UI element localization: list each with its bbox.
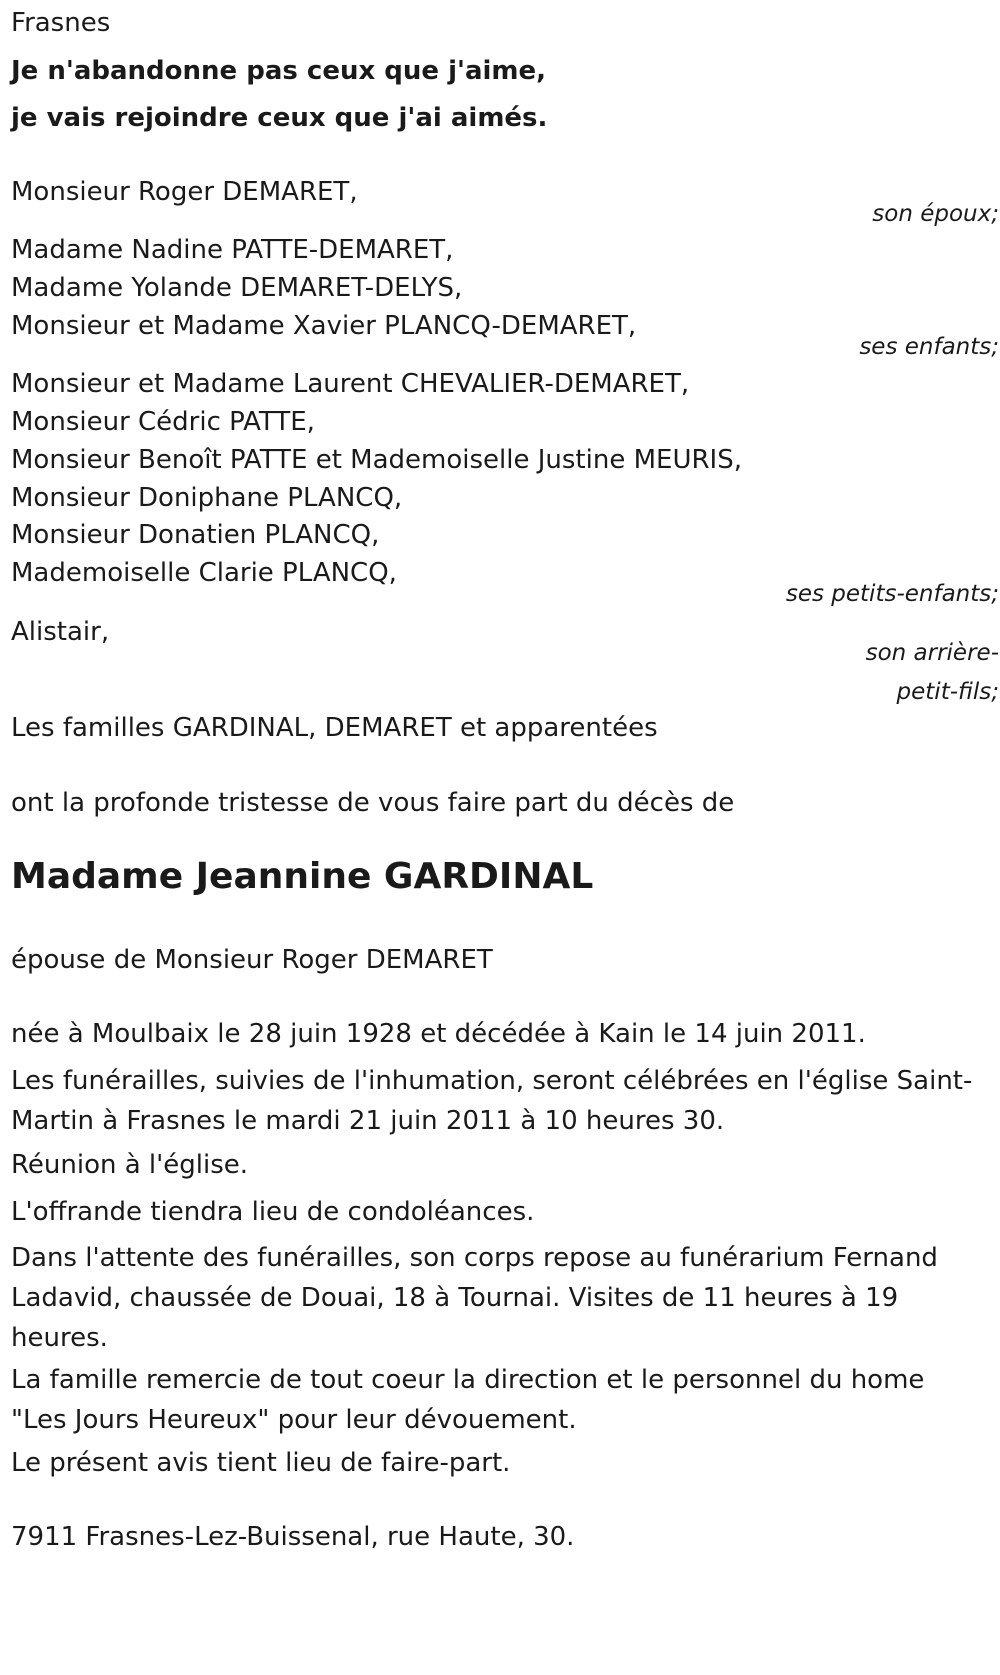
paragraph-offering: L'offrande tiendra lieu de condoléances. xyxy=(11,1197,535,1227)
quote-line-1: Je n'abandonne pas ceux que j'aime, xyxy=(11,56,547,86)
child-name: Monsieur et Madame Xavier PLANCQ-DEMARET, xyxy=(11,311,637,341)
location: Frasnes xyxy=(11,8,111,38)
grandchildren-role: ses petits-enfants; xyxy=(785,581,999,607)
paragraph-funeral: Les funérailles, suivies de l'inhumation, seront célébrées en l'église Saint-Martin à Frasnes le mardi 21 juin 2011 à 10 heures 30. xyxy=(11,1066,973,1136)
grandchild-name: Monsieur Cédric PATTE, xyxy=(11,407,315,437)
address: 7911 Frasnes-Lez-Buissenal, rue Haute, 30. xyxy=(11,1522,575,1552)
paragraph-thanks: La famille remercie de tout coeur la direction et le personnel du home "Les Jours Heureux" pour leur dévouement. xyxy=(11,1365,925,1435)
child-name: Madame Yolande DEMARET-DELYS, xyxy=(11,273,463,303)
deceased-name: Madame Jeannine GARDINAL xyxy=(11,856,594,897)
paragraph-birth-death: née à Moulbaix le 28 juin 1928 et décédée à Kain le 14 juin 2011. xyxy=(11,1019,866,1049)
grandchild-name: Monsieur Donatien PLANCQ, xyxy=(11,520,380,550)
announcement: ont la profonde tristesse de vous faire part du décès de xyxy=(11,788,735,818)
spouse-of: épouse de Monsieur Roger DEMARET xyxy=(11,945,493,975)
children-role: ses enfants; xyxy=(859,334,999,360)
child-name: Madame Nadine PATTE-DEMARET, xyxy=(11,235,454,265)
families: Les familles GARDINAL, DEMARET et apparentées xyxy=(11,713,658,743)
quote-line-2: je vais rejoindre ceux que j'ai aimés. xyxy=(11,103,548,133)
great-grandchildren-role-1: son arrière- xyxy=(865,640,999,666)
paragraph-notice: Le présent avis tient lieu de faire-part. xyxy=(11,1448,511,1478)
paragraph-meeting: Réunion à l'église. xyxy=(11,1150,249,1180)
grandchild-name: Monsieur Doniphane PLANCQ, xyxy=(11,483,403,513)
spouse-role: son époux; xyxy=(872,201,999,227)
great-grandchildren-role-2: petit-fils; xyxy=(896,679,999,705)
grandchild-name: Monsieur Benoît PATTE et Mademoiselle Justine MEURIS, xyxy=(11,445,742,475)
paragraph-visits: Dans l'attente des funérailles, son corps repose au funérarium Fernand Ladavid, chaussée de Douai, 18 à Tournai. Visites de 11 heures à 19 heures. xyxy=(11,1243,938,1353)
great-grandchild-name: Alistair, xyxy=(11,617,110,647)
spouse-name: Monsieur Roger DEMARET, xyxy=(11,177,358,207)
grandchild-name: Mademoiselle Clarie PLANCQ, xyxy=(11,558,397,588)
grandchild-name: Monsieur et Madame Laurent CHEVALIER-DEMARET, xyxy=(11,369,690,399)
